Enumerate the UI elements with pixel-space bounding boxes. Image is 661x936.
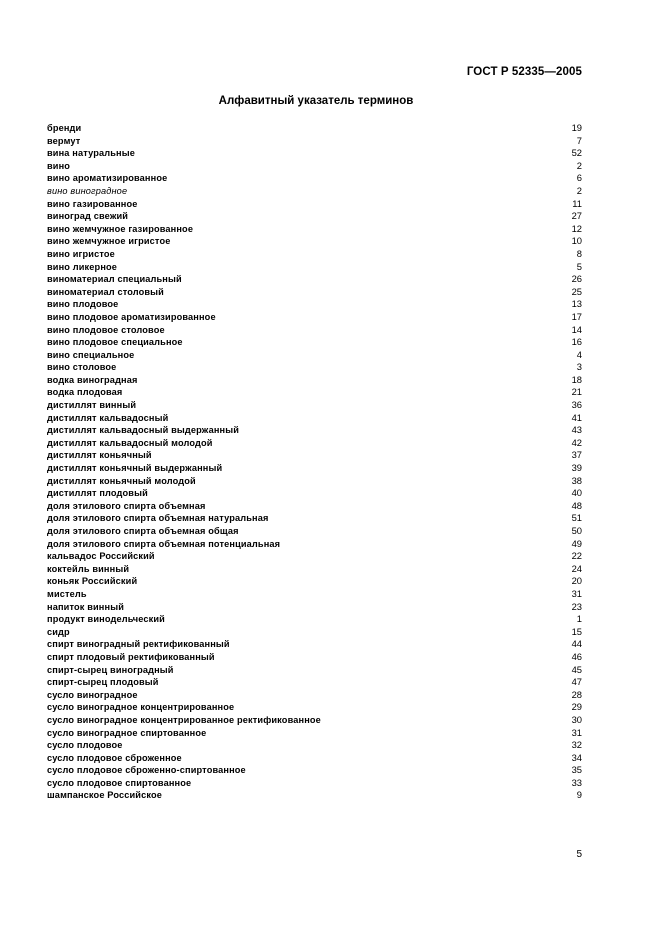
term-text: вино плодовое <box>47 299 119 310</box>
term-text: кальвадос Российский <box>47 551 155 562</box>
term-row <box>47 777 582 790</box>
term-text: спирт плодовый ректификованный <box>47 651 215 662</box>
term-number: 13 <box>571 298 582 310</box>
term-number: 7 <box>576 134 582 146</box>
term-row <box>47 185 582 198</box>
term-text: вермут <box>47 135 81 146</box>
term-number: 41 <box>571 411 582 423</box>
term-text: вино жемчужное игристое <box>47 236 171 247</box>
term-text: вино газированное <box>47 198 138 209</box>
term-row <box>47 739 582 752</box>
term-row <box>47 122 582 135</box>
term-row <box>47 538 582 551</box>
term-number: 25 <box>571 285 582 297</box>
term-text: водка плодовая <box>47 387 123 398</box>
term-number: 32 <box>571 739 582 751</box>
term-row <box>47 449 582 462</box>
term-text: сусло виноградное спиртованное <box>47 727 207 738</box>
term-text: вино виноградное <box>47 185 128 196</box>
term-text: вина натуральные <box>47 148 135 159</box>
term-text: продукт винодельческий <box>47 614 165 625</box>
term-row <box>47 210 582 223</box>
term-row <box>47 727 582 740</box>
term-text: дистиллят коньячный молодой <box>47 475 196 486</box>
term-text: вино жемчужное газированное <box>47 223 194 234</box>
term-text: сусло виноградное <box>47 689 138 700</box>
term-row <box>47 286 582 299</box>
term-text: сусло плодовое сброженно-спиртованное <box>47 765 246 776</box>
term-text: спирт-сырец плодовый <box>47 677 159 688</box>
term-number: 19 <box>571 122 582 133</box>
term-number: 28 <box>571 688 582 700</box>
term-number: 9 <box>576 789 582 801</box>
term-number: 17 <box>571 310 582 322</box>
term-text: дистиллят коньячный <box>47 450 152 461</box>
term-row <box>47 764 582 777</box>
term-row <box>47 361 582 374</box>
term-row <box>47 386 582 399</box>
term-text: вино <box>47 160 71 171</box>
term-number: 33 <box>571 776 582 788</box>
term-row <box>47 336 582 349</box>
term-text: коньяк Российский <box>47 576 138 587</box>
term-number: 47 <box>571 676 582 688</box>
term-text: водка виноградная <box>47 374 138 385</box>
term-number: 50 <box>571 525 582 536</box>
term-row <box>47 135 582 148</box>
term-row <box>47 273 582 286</box>
term-row <box>47 563 582 576</box>
term-text: виноград свежий <box>47 211 129 222</box>
term-row <box>47 651 582 664</box>
term-number: 22 <box>571 550 582 562</box>
term-text: дистиллят кальвадосный <box>47 412 169 423</box>
term-row <box>47 701 582 714</box>
term-list <box>47 122 582 802</box>
term-text: доля этилового спирта объемная общая <box>47 526 239 536</box>
term-text: вино игристое <box>47 248 115 259</box>
term-number: 26 <box>571 273 582 285</box>
term-number: 36 <box>571 399 582 411</box>
term-row <box>47 412 582 425</box>
term-number: 34 <box>571 751 582 763</box>
term-number: 42 <box>571 436 582 448</box>
term-row <box>47 601 582 614</box>
term-text: дистиллят винный <box>47 400 137 411</box>
term-text: вино специальное <box>47 349 135 360</box>
term-row <box>47 424 582 437</box>
term-row <box>47 752 582 765</box>
term-text: вино ароматизированное <box>47 173 168 184</box>
term-text: мистель <box>47 588 87 599</box>
document-code: ГОСТ Р 52335—2005 <box>466 66 582 78</box>
term-number: 12 <box>571 222 582 234</box>
term-text: дистиллят кальвадосный молодой <box>47 437 213 448</box>
term-number: 44 <box>571 638 582 650</box>
term-row <box>47 223 582 236</box>
term-text: сусло виноградное концентрированное <box>47 702 235 713</box>
term-number: 24 <box>571 562 582 574</box>
term-text: спирт-сырец виноградный <box>47 664 174 675</box>
term-text: дистиллят плодовый <box>47 488 148 499</box>
term-text: сусло виноградное концентрированное ректификованное <box>47 714 321 725</box>
term-number: 30 <box>571 713 582 725</box>
term-text: шампанское Российское <box>47 790 162 801</box>
term-number: 40 <box>571 487 582 499</box>
term-text: бренди <box>47 123 82 133</box>
term-text: доля этилового спирта объемная потенциальная <box>47 538 281 549</box>
term-number: 38 <box>571 474 582 486</box>
term-text: сусло плодовое спиртованное <box>47 777 192 788</box>
term-row <box>47 664 582 677</box>
term-number: 45 <box>571 663 582 675</box>
term-row <box>47 261 582 274</box>
term-number: 8 <box>576 247 582 259</box>
term-number: 14 <box>571 323 582 335</box>
term-row <box>47 147 582 160</box>
term-text: коктейль винный <box>47 563 130 574</box>
term-number: 4 <box>576 348 582 360</box>
term-row <box>47 298 582 311</box>
term-row <box>47 374 582 387</box>
term-number: 37 <box>571 449 582 461</box>
term-row <box>47 714 582 727</box>
term-row <box>47 349 582 362</box>
term-row <box>47 525 582 538</box>
term-row <box>47 626 582 639</box>
term-row <box>47 487 582 500</box>
term-text: вино столовое <box>47 362 117 373</box>
term-row <box>47 248 582 261</box>
term-text: доля этилового спирта объемная натуральная <box>47 513 269 524</box>
term-row <box>47 588 582 601</box>
term-text: дистиллят коньячный выдержанный <box>47 463 223 474</box>
term-row <box>47 689 582 702</box>
term-number: 11 <box>572 197 582 209</box>
term-text: сусло плодовое сброженное <box>47 752 182 763</box>
term-row <box>47 235 582 248</box>
term-number: 23 <box>571 600 582 612</box>
term-number: 18 <box>571 373 582 385</box>
term-number: 2 <box>576 184 582 196</box>
term-number: 46 <box>571 650 582 662</box>
term-row <box>47 324 582 337</box>
term-text: виноматериал столовый <box>47 286 164 297</box>
term-row <box>47 475 582 488</box>
term-row <box>47 500 582 513</box>
term-number: 48 <box>571 499 582 511</box>
term-row <box>47 575 582 588</box>
term-number: 21 <box>571 386 582 398</box>
term-row <box>47 437 582 450</box>
term-number: 35 <box>571 764 582 776</box>
term-text: напиток винный <box>47 601 124 612</box>
term-number: 39 <box>571 462 582 474</box>
term-number: 51 <box>571 512 582 524</box>
term-number: 43 <box>571 424 582 436</box>
term-number: 5 <box>576 260 582 272</box>
term-row <box>47 613 582 626</box>
term-number: 49 <box>571 537 582 549</box>
term-row <box>47 172 582 185</box>
term-text: доля этилового спирта объемная <box>47 500 206 511</box>
term-row <box>47 160 582 173</box>
term-number: 52 <box>571 147 582 159</box>
term-row <box>47 550 582 563</box>
term-number: 15 <box>571 625 582 637</box>
term-number: 1 <box>576 613 582 625</box>
term-number: 20 <box>571 575 582 587</box>
term-number: 31 <box>571 726 582 738</box>
term-number: 6 <box>576 172 582 184</box>
term-row <box>47 198 582 211</box>
term-row <box>47 789 582 802</box>
term-number: 3 <box>576 361 582 373</box>
page-number: 5 <box>576 849 582 860</box>
term-number: 16 <box>571 336 582 348</box>
term-number: 29 <box>571 701 582 713</box>
term-number: 31 <box>571 587 582 599</box>
term-row <box>47 512 582 525</box>
term-text: вино ликерное <box>47 261 118 272</box>
term-text: сусло плодовое <box>47 740 123 751</box>
term-text: виноматериал специальный <box>47 274 182 285</box>
term-text: спирт виноградный ректификованный <box>47 639 230 650</box>
term-row <box>47 399 582 412</box>
term-text: вино плодовое специальное <box>47 337 183 348</box>
term-row <box>47 462 582 475</box>
term-number: 2 <box>576 159 582 171</box>
term-text: вино плодовое ароматизированное <box>47 311 216 322</box>
term-row <box>47 638 582 651</box>
term-text: дистиллят кальвадосный выдержанный <box>47 425 240 436</box>
term-text: вино плодовое столовое <box>47 324 165 335</box>
index-title: Алфавитный указатель терминов <box>218 95 414 107</box>
term-text: сидр <box>47 626 70 637</box>
term-row <box>47 676 582 689</box>
term-number: 10 <box>571 235 582 247</box>
term-row <box>47 311 582 324</box>
term-number: 27 <box>571 210 582 222</box>
